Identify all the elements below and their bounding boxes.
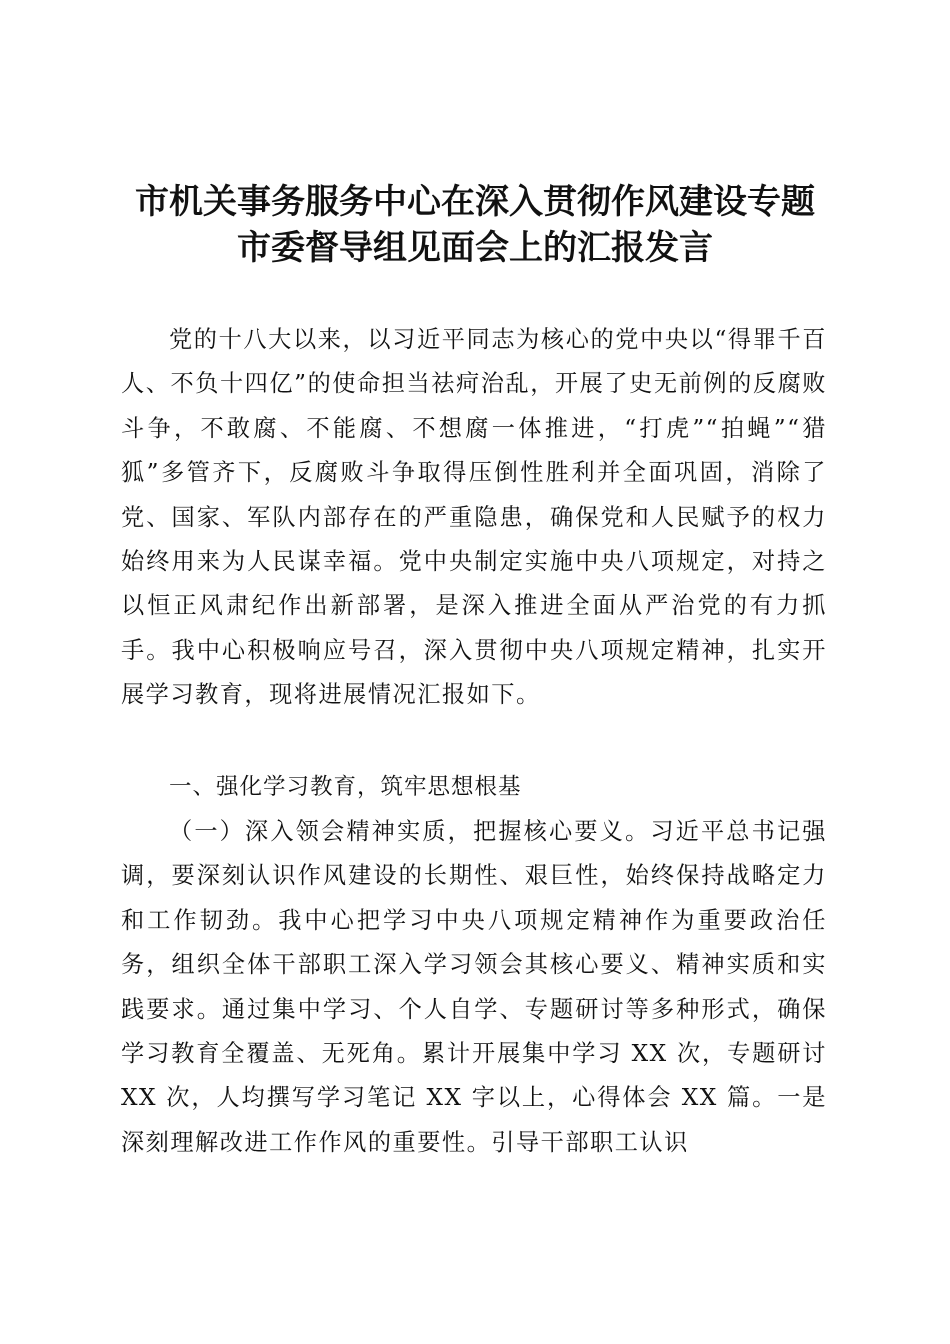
section-heading-1: 一、强化学习教育，筑牢思想根基 [169,774,522,800]
document-title-line-1: 市机关事务服务中心在深入贯彻作风建设专题 [135,182,815,222]
document-title-line-2: 市委督导组见面会上的汇报发言 [237,228,713,268]
section-1-paragraph: （一）深入领会精神实质，把握核心要义。习近平总书记强调，要深刻认识作风建设的长期性、艰巨性，始终保持战略定力和工作韧劲。我中心把学习中央八项规定精神作为重要政治任务，组织全体干部职工深入学习领会其核心要义、精神实质和实践要求。通过集中学习、个人自学、专题研讨等多种形式，确保学习教育全覆盖、无死角。累计开展集中学习 XX 次，专题研讨 XX 次，人均撰写学习笔记 XX 字以上，心得体会 XX 篇。一是深刻理解改进工作作风的重要性。引导干部职工认识 [121,818,827,1156]
intro-paragraph: 党的十八大以来，以习近平同志为核心的党中央以“得罪千百人、不负十四亿”的使命担当祛疴治乱，开展了史无前例的反腐败斗争，不敢腐、不能腐、不想腐一体推进，“打虎”“拍蝇”“猎狐”多管齐下，反腐败斗争取得压倒性胜利并全面巩固，消除了党、国家、军队内部存在的严重隐患，确保党和人民赋予的权力始终用来为人民谋幸福。党中央制定实施中央八项规定，对持之以恒正风肃纪作出新部署，是深入推进全面从严治党的有力抓手。我中心积极响应号召，深入贯彻中央八项规定精神，扎实开展学习教育，现将进展情况汇报如下。 [121,326,827,709]
